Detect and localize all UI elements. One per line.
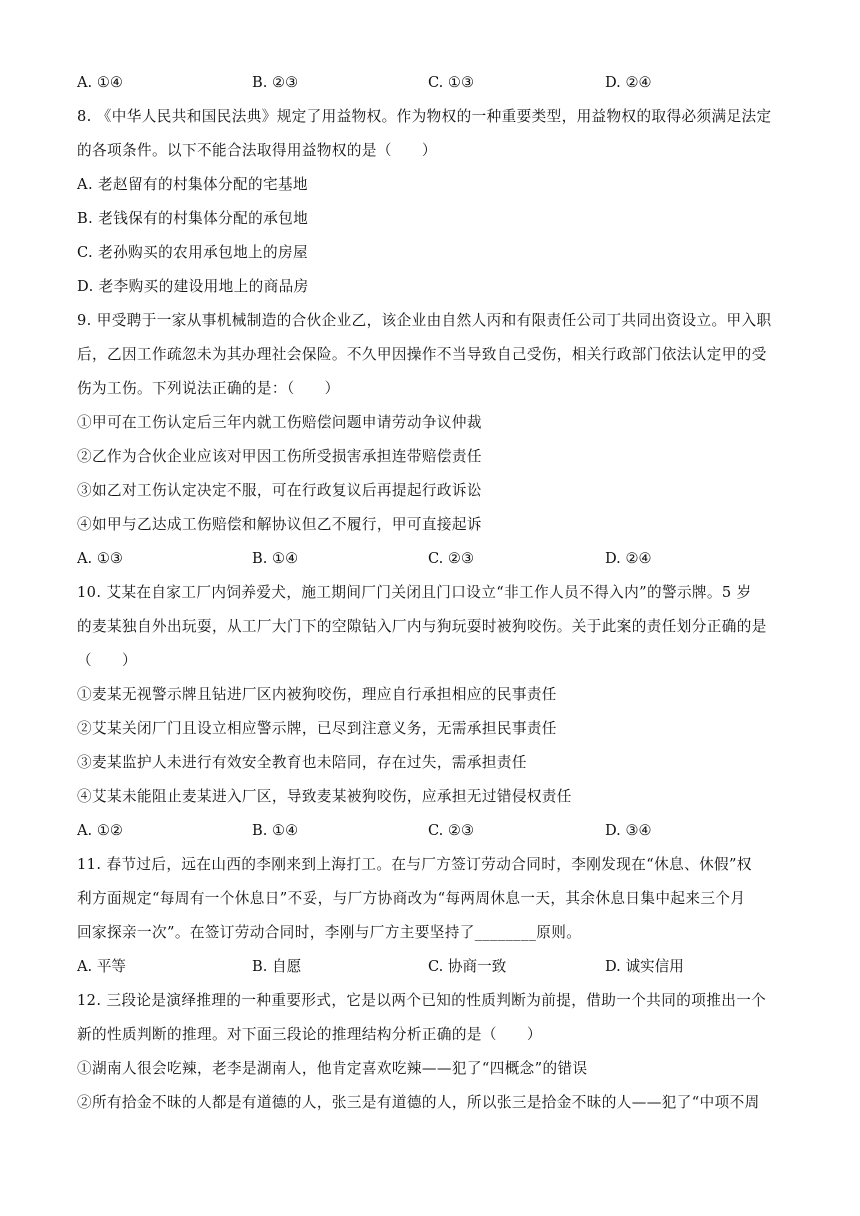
q10-statement-2: ②艾某关闭厂门且设立相应警示牌，已尽到注意义务，无需承担民事责任 (77, 720, 557, 737)
q9-option-c[interactable]: C. ②③ (428, 550, 475, 567)
q9-option-a[interactable]: A. ①③ (77, 550, 123, 567)
q7-options (77, 73, 777, 93)
q7-option-d[interactable]: D. ②④ (605, 74, 652, 91)
q11-option-c[interactable]: C. 协商一致 (428, 958, 507, 975)
q8-stem-line-2: 的各项条件。以下不能合法取得用益物权的是（ ） (77, 142, 437, 159)
q9-statement-2: ②乙作为合伙企业应该对甲因工伤所受损害承担连带赔偿责任 (77, 448, 482, 465)
q9-options (77, 549, 777, 569)
q9-option-b[interactable]: B. ①④ (252, 550, 299, 567)
q9-stem-line-2: 后，乙因工作疏忽未为其办理社会保险。不久甲因操作不当导致自己受伤，相关行政部门依法认定甲的受 (77, 346, 767, 363)
q10-statement-3: ③麦某监护人未进行有效安全教育也未陪同，存在过失，需承担责任 (77, 754, 527, 771)
q10-stem-line-2: 的麦某独自外出玩耍，从工厂大门下的空隙钻入厂内与狗玩耍时被狗咬伤。关于此案的责任划分正确的是 (77, 618, 767, 635)
q11-option-d[interactable]: D. 诚实信用 (605, 958, 684, 975)
q9-stem-line-3: 伤为工伤。下列说法正确的是：（ ） (77, 380, 340, 397)
q11-stem-line-2: 利方面规定“每周有一个休息日”不妥，与厂方协商改为“每两周休息一天，其余休息日集中起来三个月 (77, 890, 746, 907)
q8-option-c[interactable]: C. 老孙购买的农用承包地上的房屋 (77, 244, 309, 261)
q8-option-d[interactable]: D. 老李购买的建设用地上的商品房 (77, 278, 309, 295)
q7-option-c[interactable]: C. ①③ (428, 74, 475, 91)
q9-stem-line-1: 9. 甲受聘于一家从事机械制造的合伙企业乙，该企业由自然人丙和有限责任公司丁共同出资设立。甲入职 (77, 312, 772, 329)
q8-option-a[interactable]: A. 老赵留有的村集体分配的宅基地 (77, 176, 308, 193)
q10-option-c[interactable]: C. ②③ (428, 822, 475, 839)
q8-option-b[interactable]: B. 老钱保有的村集体分配的承包地 (77, 210, 309, 227)
q10-option-d[interactable]: D. ③④ (605, 822, 652, 839)
q10-statement-1: ①麦某无视警示牌且钻进厂区内被狗咬伤，理应自行承担相应的民事责任 (77, 686, 557, 703)
q11-stem-line-1: 11. 春节过后，远在山西的李刚来到上海打工。在与厂方签订劳动合同时，李刚发现在“休息、休假”权 (77, 856, 752, 873)
q12-statement-1: ①湖南人很会吃辣，老李是湖南人，他肯定喜欢吃辣——犯了“四概念”的错误 (77, 1060, 588, 1077)
q10-stem-line-3: （ ） (77, 652, 137, 669)
q11-options (77, 957, 777, 977)
q10-statement-4: ④艾某未能阻止麦某进入厂区，导致麦某被狗咬伤，应承担无过错侵权责任 (77, 788, 572, 805)
q12-stem-line-2: 新的性质判断的推理。对下面三段论的推理结构分析正确的是（ ） (77, 1026, 542, 1043)
q12-stem-line-1: 12. 三段论是演绎推理的一种重要形式，它是以两个已知的性质判断为前提，借助一个共同的项推出一个 (77, 992, 767, 1009)
q7-option-b[interactable]: B. ②③ (252, 74, 299, 91)
q11-option-b[interactable]: B. 自愿 (252, 958, 302, 975)
q7-option-a[interactable]: A. ①④ (77, 74, 123, 91)
q11-stem-line-3: 回家探亲一次”。在签订劳动合同时，李刚与厂方主要坚持了________原则。 (77, 924, 582, 941)
q9-statement-3: ③如乙对工伤认定决定不服，可在行政复议后再提起行政诉讼 (77, 482, 482, 499)
q10-option-a[interactable]: A. ①② (77, 822, 123, 839)
q10-options (77, 821, 777, 841)
q11-option-a[interactable]: A. 平等 (77, 958, 127, 975)
q9-statement-4: ④如甲与乙达成工伤赔偿和解协议但乙不履行，甲可直接起诉 (77, 516, 482, 533)
q12-statement-2: ②所有拾金不昧的人都是有道德的人，张三是有道德的人，所以张三是拾金不昧的人——犯了“中项不周 (77, 1094, 760, 1111)
q9-statement-1: ①甲可在工伤认定后三年内就工伤赔偿问题申请劳动争议仲裁 (77, 414, 482, 431)
q10-stem-line-1: 10. 艾某在自家工厂内饲养爱犬，施工期间厂门关闭且门口设立“非工作人员不得入内”的警示牌。5 岁 (77, 584, 752, 601)
q8-stem-line-1: 8. 《中华人民共和国民法典》规定了用益物权。作为物权的一种重要类型，用益物权的取得必须满足法定 (77, 108, 772, 125)
q10-option-b[interactable]: B. ①④ (252, 822, 299, 839)
q9-option-d[interactable]: D. ②④ (605, 550, 652, 567)
